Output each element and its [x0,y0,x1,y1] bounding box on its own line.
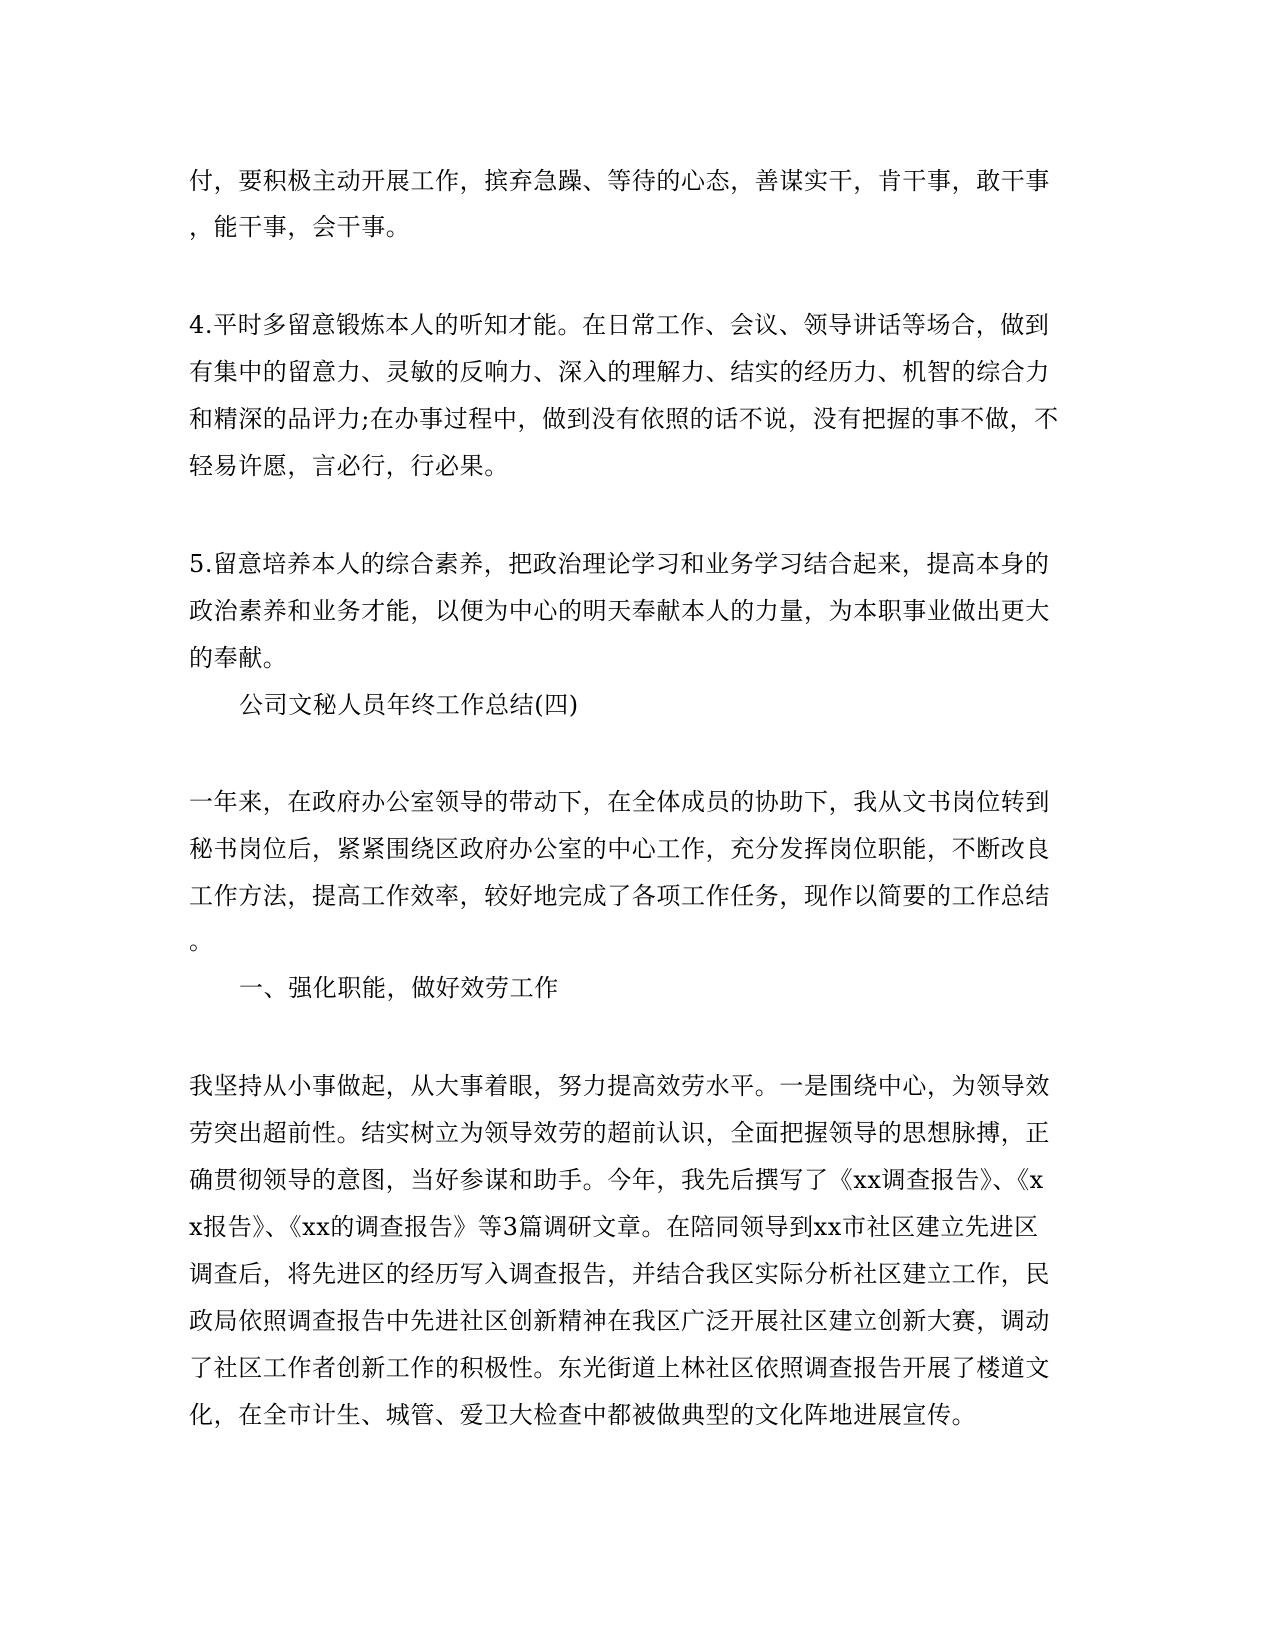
paragraph-line: 确贯彻领导的意图，当好参谋和助手。今年，我先后撰写了《xx调查报告》、《x [189,1166,1044,1194]
paragraph-line: 秘书岗位后，紧紧围绕区政府办公室的中心工作，充分发挥岗位职能，不断改良 [189,835,1050,863]
paragraph-line: 政局依照调查报告中先进社区创新精神在我区广泛开展社区建立创新大赛，调动 [189,1307,1050,1335]
paragraph-line: 一年来，在政府办公室领导的带动下，在全体成员的协助下，我从文书岗位转到 [189,788,1050,816]
paragraph-line: 的奉献。 [189,644,288,672]
paragraph-line: 轻易许愿，言必行，行必果。 [189,452,509,480]
paragraph-line: 我坚持从小事做起，从大事着眼，努力提高效劳水平。一是围绕中心，为领导效 [189,1072,1050,1100]
paragraph-line: 和精深的品评力;在办事过程中，做到没有依照的话不说，没有把握的事不做，不 [189,405,1059,433]
section-title: 公司文秘人员年终工作总结(四) [239,691,579,719]
paragraph-line: 政治素养和业务才能，以便为中心的明天奉献本人的力量，为本职事业做出更大 [189,597,1050,625]
paragraph-line: 有集中的留意力、灵敏的反响力、深入的理解力、结实的经历力、机智的综合力 [189,358,1050,386]
paragraph-line: ，能干事，会干事。 [189,213,411,241]
paragraph-line: 。 [189,927,214,955]
paragraph-line: 了社区工作者创新工作的积极性。东光街道上林社区依照调查报告开展了楼道文 [189,1354,1050,1382]
paragraph-line: 付，要积极主动开展工作，摈弃急躁、等待的心态，善谋实干，肯干事，敢干事 [189,167,1050,195]
paragraph-line: 4.平时多留意锻炼本人的听知才能。在日常工作、会议、领导讲话等场合，做到 [189,311,1050,339]
paragraph-line: x报告》、《xx的调查报告》等3篇调研文章。在陪同领导到xx市社区建立先进区 [189,1213,1039,1241]
paragraph-line: 5.留意培养本人的综合素养，把政治理论学习和业务学习结合起来，提高本身的 [189,550,1050,578]
section-heading: 一、强化职能，做好效劳工作 [239,974,559,1002]
paragraph-line: 调查后，将先进区的经历写入调查报告，并结合我区实际分析社区建立工作，民 [189,1260,1050,1288]
paragraph-line: 劳突出超前性。结实树立为领导效劳的超前认识，全面把握领导的思想脉搏，正 [189,1119,1050,1147]
paragraph-line: 工作方法，提高工作效率，较好地完成了各项工作任务，现作以简要的工作总结 [189,882,1050,910]
paragraph-line: 化，在全市计生、城管、爱卫大检查中都被做典型的文化阵地进展宣传。 [189,1401,977,1429]
